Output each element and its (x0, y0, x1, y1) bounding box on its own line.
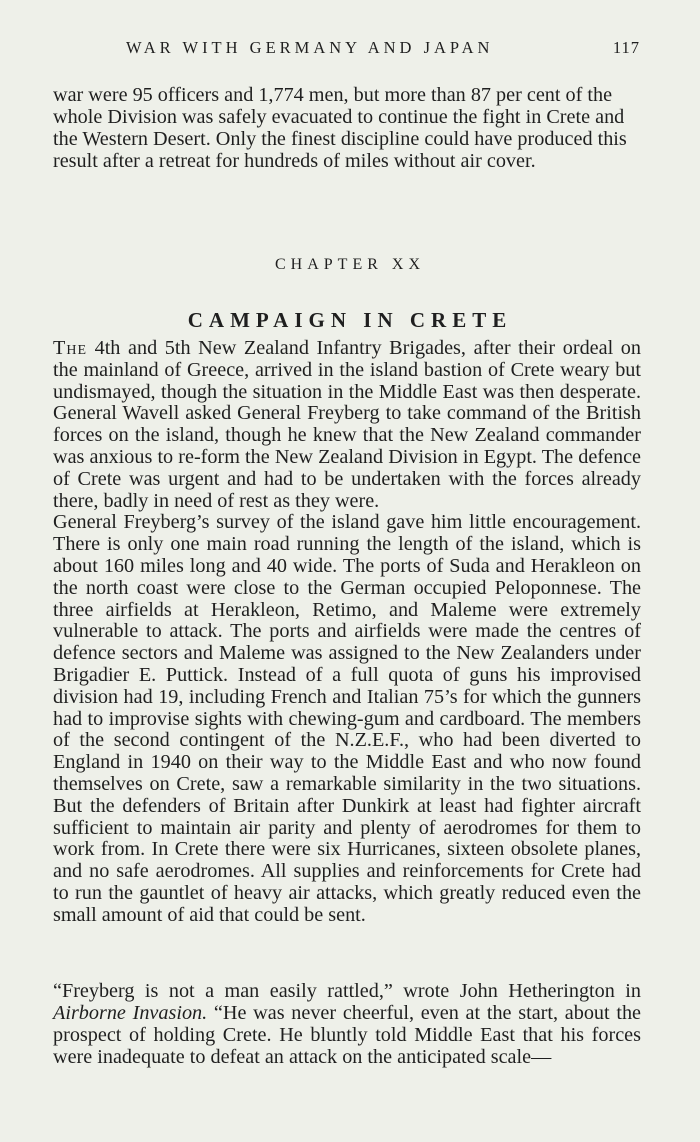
first-body-paragraph (53, 338, 641, 512)
chapter-number: CHAPTER XX (274, 256, 425, 273)
second-body-paragraph: General Freyberg’s survey of the island gave him little encouragement. There is only one main road running the length of the island, which is about 160 miles long and 40 wide. The ports of Suda and Herakleon on the north coast were close to the German occupied Peloponnese. The three airfields at Herakleon, Retimo, and Maleme were extremely vulnerable to attack. The ports and airfields were made the centres of defence sectors and Maleme was assigned to the New Zealanders under Brigadier E. Puttick. Instead of a full quota of guns his improvised division had 19, including French and Italian 75’s for which the gunners had to improvise sights with chewing-gum and cardboard. The members of the second contingent of the N.Z.E.F., who had been diverted to England in 1940 on their way to the Middle East and who now found themselves on Crete, saw a remarkable similarity in the two situations. But the defenders of Britain after Dunkirk at least had fighter aircraft sufficient to maintain air parity and plenty of aerodromes for them to work from. In Crete there were six Hurricanes, sixteen obsolete planes, and no safe aerodromes. All supplies and reinforcements for Crete had to run the gauntlet of heavy air attacks, which greatly reduced even the small amount of aid that could be sent. (53, 511, 641, 926)
book-title: Airborne Invasion. (53, 1001, 208, 1024)
quotation-paragraph (53, 981, 641, 1068)
page-number: 117 (612, 38, 640, 57)
paragraph-lead-word: The (53, 337, 87, 359)
chapter-body (53, 338, 641, 927)
running-head-title: WAR WITH GERMANY AND JAPAN (126, 38, 494, 57)
chapter-title: CAMPAIGN IN CRETE (187, 308, 513, 333)
continued-paragraph: war were 95 officers and 1,774 men, but more than 87 per cent of the whole Division was safely evacuated to continue the fight in Crete and the Western Desert. Only the finest discipline could have produced this result after a retreat for hundreds of miles without air cover. (53, 84, 627, 172)
quotation-text: “He was never cheerful, even at the start, about the prospect of holding Crete. He bluntly told Middle East that his forces were inadequate to defeat an attack on the anticipated scale— (53, 1001, 641, 1068)
running-head (126, 36, 640, 60)
quotation-intro: “Freyberg is not a man easily rattled,” wrote John Hetherington in (53, 980, 641, 1003)
first-paragraph-text: 4th and 5th New Zealand Infantry Brigades, after their ordeal on the mainland of Greece, arrived in the island bastion of Crete weary but undismayed, though the situation in the Middle East was then desperate. General Wavell asked General Freyberg to take command of the British forces on the island, though he knew that the New Zealand commander was anxious to re-form the New Zealand Division in Egypt. The defence of Crete was urgent and had to be undertaken with the forces already there, badly in need of rest as they were. (53, 337, 641, 512)
